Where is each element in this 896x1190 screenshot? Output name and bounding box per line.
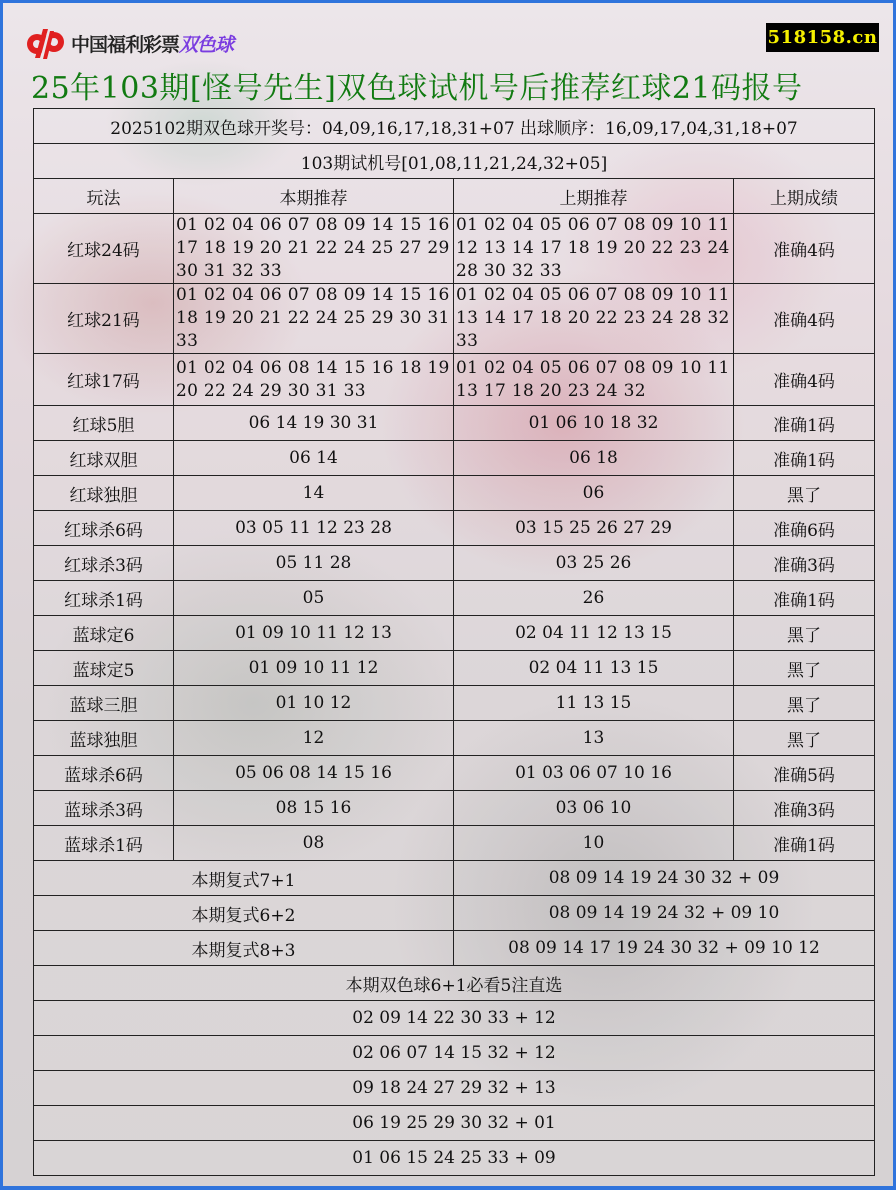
table-row [34, 756, 875, 791]
previous-numbers: 06 [454, 476, 734, 511]
pick-row [34, 1106, 875, 1141]
previous-result: 黑了 [734, 686, 875, 721]
row-label: 蓝球三胆 [34, 686, 174, 721]
row-label: 红球杀1码 [34, 581, 174, 616]
previous-numbers: 01 02 04 05 06 07 08 09 10 11 13 14 17 18 20 22 23 24 28 32 33 [454, 284, 734, 354]
table-row [34, 511, 875, 546]
table-row [34, 826, 875, 861]
current-numbers: 05 [174, 581, 454, 616]
previous-numbers: 01 06 10 18 32 [454, 406, 734, 441]
current-numbers: 05 06 08 14 15 16 [174, 756, 454, 791]
pick-numbers: 02 09 14 22 30 33 + 12 [34, 1001, 875, 1036]
page-title: 25年103期[怪号先生]双色球试机号后推荐红球21码报号 [31, 71, 803, 106]
pick-numbers: 09 18 24 27 29 32 + 13 [34, 1071, 875, 1106]
previous-result: 准确4码 [734, 214, 875, 284]
previous-result: 准确4码 [734, 284, 875, 354]
previous-numbers: 02 04 11 12 13 15 [454, 616, 734, 651]
table-row [34, 616, 875, 651]
previous-result: 黑了 [734, 476, 875, 511]
picks-header-row [34, 966, 875, 1001]
row-label: 红球独胆 [34, 476, 174, 511]
compound-label: 本期复式6+2 [34, 896, 454, 931]
previous-numbers: 03 15 25 26 27 29 [454, 511, 734, 546]
previous-result: 准确1码 [734, 581, 875, 616]
row-label: 蓝球杀6码 [34, 756, 174, 791]
previous-numbers: 06 18 [454, 441, 734, 476]
current-numbers: 14 [174, 476, 454, 511]
pick-row [34, 1141, 875, 1176]
current-numbers: 06 14 19 30 31 [174, 406, 454, 441]
previous-numbers: 10 [454, 826, 734, 861]
previous-numbers: 03 06 10 [454, 791, 734, 826]
table-row [34, 581, 875, 616]
header-play: 玩法 [34, 179, 174, 214]
compound-row [34, 861, 875, 896]
previous-result: 准确3码 [734, 546, 875, 581]
row-label: 蓝球杀1码 [34, 826, 174, 861]
table-row [34, 354, 875, 406]
pick-row [34, 1071, 875, 1106]
test-numbers: 103期试机号[01,08,11,21,24,32+05] [34, 144, 875, 179]
previous-result: 准确6码 [734, 511, 875, 546]
logo-text: 中国福利彩票双色球 [71, 33, 234, 56]
row-label: 红球杀6码 [34, 511, 174, 546]
pick-numbers: 01 06 15 24 25 33 + 09 [34, 1141, 875, 1176]
row-label: 红球21码 [34, 284, 174, 354]
previous-numbers: 01 02 04 05 06 07 08 09 10 11 12 13 14 17 18 19 20 22 23 24 28 30 32 33 [454, 214, 734, 284]
row-label: 蓝球定5 [34, 651, 174, 686]
compound-label: 本期复式7+1 [34, 861, 454, 896]
row-label: 红球杀3码 [34, 546, 174, 581]
table-row [34, 476, 875, 511]
table-row [34, 651, 875, 686]
table-row [34, 214, 875, 284]
current-numbers: 05 11 28 [174, 546, 454, 581]
compound-numbers: 08 09 14 19 24 32 + 09 10 [454, 896, 875, 931]
cwl-logo-icon [23, 27, 67, 59]
row-label: 蓝球定6 [34, 616, 174, 651]
row-label: 红球双胆 [34, 441, 174, 476]
previous-result: 黑了 [734, 616, 875, 651]
row-label: 蓝球杀3码 [34, 791, 174, 826]
pick-row [34, 1036, 875, 1071]
current-numbers: 08 [174, 826, 454, 861]
table-row [34, 441, 875, 476]
previous-numbers: 02 04 11 13 15 [454, 651, 734, 686]
previous-result: 准确3码 [734, 791, 875, 826]
current-numbers: 01 10 12 [174, 686, 454, 721]
compound-label: 本期复式8+3 [34, 931, 454, 966]
previous-result: 准确5码 [734, 756, 875, 791]
current-numbers: 01 02 04 06 08 14 15 16 18 19 20 22 24 29 30 31 33 [174, 354, 454, 406]
picks-header: 本期双色球6+1必看5注直选 [34, 966, 875, 1001]
row-label: 红球5胆 [34, 406, 174, 441]
previous-result: 黑了 [734, 721, 875, 756]
pick-row [34, 1001, 875, 1036]
table-row [34, 546, 875, 581]
header-result: 上期成绩 [734, 179, 875, 214]
previous-numbers: 11 13 15 [454, 686, 734, 721]
previous-numbers: 01 02 04 05 06 07 08 09 10 11 13 17 18 20 23 24 32 [454, 354, 734, 406]
previous-numbers: 03 25 26 [454, 546, 734, 581]
current-numbers: 08 15 16 [174, 791, 454, 826]
compound-numbers: 08 09 14 19 24 30 32 + 09 [454, 861, 875, 896]
test-numbers-row [34, 144, 875, 179]
current-numbers: 01 09 10 11 12 [174, 651, 454, 686]
current-numbers: 01 02 04 06 07 08 09 14 15 16 18 19 20 21 22 24 25 29 30 31 33 [174, 284, 454, 354]
previous-result: 准确4码 [734, 354, 875, 406]
draw-info-row [34, 109, 875, 144]
previous-result: 黑了 [734, 651, 875, 686]
table-row [34, 686, 875, 721]
header-previous: 上期推荐 [454, 179, 734, 214]
site-badge[interactable]: 518158.cn [766, 23, 879, 52]
lottery-logo [23, 27, 233, 59]
current-numbers: 12 [174, 721, 454, 756]
compound-numbers: 08 09 14 17 19 24 30 32 + 09 10 12 [454, 931, 875, 966]
table-row [34, 791, 875, 826]
pick-numbers: 06 19 25 29 30 32 + 01 [34, 1106, 875, 1141]
row-label: 蓝球独胆 [34, 721, 174, 756]
current-numbers: 06 14 [174, 441, 454, 476]
previous-result: 准确1码 [734, 441, 875, 476]
previous-result: 准确1码 [734, 406, 875, 441]
previous-numbers: 01 03 06 07 10 16 [454, 756, 734, 791]
compound-row [34, 896, 875, 931]
table-row [34, 406, 875, 441]
row-label: 红球17码 [34, 354, 174, 406]
previous-numbers: 26 [454, 581, 734, 616]
current-numbers: 01 02 04 06 07 08 09 14 15 16 17 18 19 20 21 22 24 25 27 29 30 31 32 33 [174, 214, 454, 284]
table-row [34, 284, 875, 354]
previous-numbers: 13 [454, 721, 734, 756]
current-numbers: 03 05 11 12 23 28 [174, 511, 454, 546]
previous-result: 准确1码 [734, 826, 875, 861]
table-row [34, 721, 875, 756]
table-header-row [34, 179, 875, 214]
header-current: 本期推荐 [174, 179, 454, 214]
draw-result: 2025102期双色球开奖号：04,09,16,17,18,31+07 出球顺序：16,09,17,04,31,18+07 [34, 109, 875, 144]
pick-numbers: 02 06 07 14 15 32 + 12 [34, 1036, 875, 1071]
compound-row [34, 931, 875, 966]
recommendation-table [33, 108, 875, 1176]
row-label: 红球24码 [34, 214, 174, 284]
current-numbers: 01 09 10 11 12 13 [174, 616, 454, 651]
